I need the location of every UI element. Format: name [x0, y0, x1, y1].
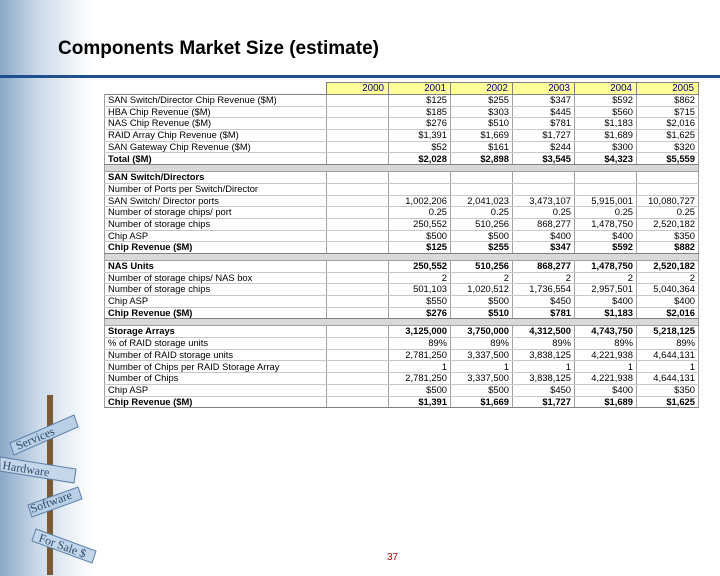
sign-hardware	[0, 457, 76, 483]
table-row	[105, 230, 699, 242]
cell-value: 2,041,023	[451, 195, 513, 207]
cell-value	[575, 183, 637, 195]
cell-value: $1,669	[451, 130, 513, 142]
cell-value: $255	[451, 242, 513, 254]
cell-value: $862	[637, 95, 699, 107]
cell-value	[327, 207, 389, 219]
cell-value: $400	[513, 230, 575, 242]
cell-value	[513, 183, 575, 195]
cell-value: 4,221,938	[575, 373, 637, 385]
table-row	[105, 296, 699, 308]
cell-value: 89%	[575, 338, 637, 350]
cell-value: $185	[389, 106, 451, 118]
cell-value: 4,644,131	[637, 373, 699, 385]
cell-value: 1	[389, 361, 451, 373]
cell-value	[327, 338, 389, 350]
cell-value: $1,183	[575, 307, 637, 319]
cell-value	[327, 349, 389, 361]
cell-value: $500	[451, 230, 513, 242]
sign-hardware-label: Hardware	[1, 458, 51, 480]
table-row	[105, 172, 699, 184]
cell-value: 1,020,512	[451, 284, 513, 296]
cell-value: 510,256	[451, 260, 513, 272]
cell-value: $1,669	[451, 396, 513, 408]
year-header: 2002	[451, 83, 513, 95]
cell-value	[327, 260, 389, 272]
cell-value: 1,736,554	[513, 284, 575, 296]
cell-value: 868,277	[513, 218, 575, 230]
table-row	[105, 307, 699, 319]
cell-value: $882	[637, 242, 699, 254]
cell-value: $2,016	[637, 307, 699, 319]
cell-value: $5,559	[637, 153, 699, 165]
row-label: NAS Chip Revenue ($M)	[105, 118, 327, 130]
row-label: Number of storage chips	[105, 284, 327, 296]
row-label: NAS Units	[105, 260, 327, 272]
cell-value	[327, 284, 389, 296]
row-label: Chip ASP	[105, 384, 327, 396]
cell-value: $781	[513, 118, 575, 130]
cell-value: $450	[513, 384, 575, 396]
cell-value: $500	[389, 230, 451, 242]
cell-value	[327, 95, 389, 107]
cell-value: 4,743,750	[575, 326, 637, 338]
cell-value: 0.25	[451, 207, 513, 219]
cell-value: $347	[513, 242, 575, 254]
table-row	[105, 183, 699, 195]
cell-value	[327, 230, 389, 242]
cell-value: $781	[513, 307, 575, 319]
cell-value: 250,552	[389, 218, 451, 230]
cell-value	[327, 153, 389, 165]
cell-value: $1,625	[637, 396, 699, 408]
cell-value: 3,838,125	[513, 349, 575, 361]
cell-value: $400	[575, 384, 637, 396]
cell-value: 2,781,250	[389, 373, 451, 385]
cell-value: $592	[575, 95, 637, 107]
cell-value: 89%	[637, 338, 699, 350]
cell-value	[327, 326, 389, 338]
cell-value	[327, 272, 389, 284]
row-label: Number of Chips per RAID Storage Array	[105, 361, 327, 373]
cell-value: $2,898	[451, 153, 513, 165]
cell-value: 1	[451, 361, 513, 373]
table-row	[105, 349, 699, 361]
cell-value: $320	[637, 141, 699, 153]
cell-value: 2,781,250	[389, 349, 451, 361]
cell-value: 868,277	[513, 260, 575, 272]
cell-value: $1,183	[575, 118, 637, 130]
nas-section	[105, 260, 699, 318]
cell-value: 2,957,501	[575, 284, 637, 296]
cell-value: $550	[389, 296, 451, 308]
table-row	[105, 153, 699, 165]
title-rule	[0, 75, 720, 78]
cell-value: $1,625	[637, 130, 699, 142]
summary-section	[105, 95, 699, 165]
cell-value: 3,337,500	[451, 373, 513, 385]
table-row	[105, 106, 699, 118]
cell-value: $1,689	[575, 130, 637, 142]
cell-value: $300	[575, 141, 637, 153]
cell-value: $500	[451, 384, 513, 396]
cell-value: 3,473,107	[513, 195, 575, 207]
table-row	[105, 284, 699, 296]
table-row	[105, 118, 699, 130]
sign-services	[10, 415, 78, 455]
table-row	[105, 338, 699, 350]
row-label: RAID Array Chip Revenue ($M)	[105, 130, 327, 142]
cell-value: $350	[637, 384, 699, 396]
cell-value: $510	[451, 307, 513, 319]
row-label: Chip Revenue ($M)	[105, 242, 327, 254]
cell-value	[327, 130, 389, 142]
cell-value: $2,016	[637, 118, 699, 130]
cell-value	[327, 195, 389, 207]
cell-value: 3,838,125	[513, 373, 575, 385]
cell-value: 1,002,206	[389, 195, 451, 207]
cell-value	[327, 242, 389, 254]
cell-value: $347	[513, 95, 575, 107]
table-row	[105, 396, 699, 408]
cell-value: $445	[513, 106, 575, 118]
cell-value: $500	[389, 384, 451, 396]
cell-value: 2,520,182	[637, 218, 699, 230]
cell-value: $2,028	[389, 153, 451, 165]
cell-value	[327, 373, 389, 385]
cell-value: 1,478,750	[575, 260, 637, 272]
cell-value: 0.25	[389, 207, 451, 219]
row-label: % of RAID storage units	[105, 338, 327, 350]
san-section	[105, 172, 699, 254]
cell-value: $1,727	[513, 130, 575, 142]
sign-software	[28, 487, 82, 517]
cell-value: $125	[389, 242, 451, 254]
row-label: Chip ASP	[105, 230, 327, 242]
row-label: Chip Revenue ($M)	[105, 396, 327, 408]
signpost-graphic	[0, 395, 110, 575]
cell-value: $715	[637, 106, 699, 118]
cell-value	[637, 172, 699, 184]
row-label: Number of storage chips/ port	[105, 207, 327, 219]
cell-value: 0.25	[575, 207, 637, 219]
cell-value	[327, 296, 389, 308]
table-row	[105, 207, 699, 219]
cell-value: 2,520,182	[637, 260, 699, 272]
cell-value	[513, 172, 575, 184]
cell-value: 0.25	[637, 207, 699, 219]
cell-value: $400	[575, 230, 637, 242]
sign-for-sale	[32, 529, 96, 563]
row-label: SAN Switch/Directors	[105, 172, 327, 184]
year-header: 2005	[637, 83, 699, 95]
year-header: 2000	[327, 83, 389, 95]
cell-value: 501,103	[389, 284, 451, 296]
cell-value: $510	[451, 118, 513, 130]
cell-value	[451, 172, 513, 184]
row-label: Number of storage chips/ NAS box	[105, 272, 327, 284]
row-label: SAN Switch/Director Chip Revenue ($M)	[105, 95, 327, 107]
table-row	[105, 373, 699, 385]
table-row	[105, 195, 699, 207]
table-row	[105, 361, 699, 373]
sign-software-label: Software	[28, 487, 74, 516]
cell-value: $1,391	[389, 396, 451, 408]
cell-value: 89%	[513, 338, 575, 350]
header-blank	[105, 83, 327, 95]
row-label: Number of Ports per Switch/Director	[105, 183, 327, 195]
row-label: Number of RAID storage units	[105, 349, 327, 361]
page-number: 37	[387, 552, 399, 563]
table-row	[105, 95, 699, 107]
cell-value	[327, 218, 389, 230]
cell-value: $52	[389, 141, 451, 153]
cell-value: $276	[389, 118, 451, 130]
cell-value	[327, 307, 389, 319]
cell-value: 4,221,938	[575, 349, 637, 361]
cell-value	[327, 396, 389, 408]
cell-value	[327, 183, 389, 195]
cell-value: 4,312,500	[513, 326, 575, 338]
cell-value	[327, 361, 389, 373]
cell-value: 1	[575, 361, 637, 373]
row-label: Number of Chips	[105, 373, 327, 385]
cell-value: $1,727	[513, 396, 575, 408]
cell-value: 2	[451, 272, 513, 284]
cell-value: $255	[451, 95, 513, 107]
cell-value	[327, 118, 389, 130]
cell-value	[575, 172, 637, 184]
cell-value: 510,256	[451, 218, 513, 230]
cell-value: $125	[389, 95, 451, 107]
table-row	[105, 218, 699, 230]
cell-value: 3,337,500	[451, 349, 513, 361]
cell-value	[389, 172, 451, 184]
table-row	[105, 384, 699, 396]
cell-value: 3,750,000	[451, 326, 513, 338]
cell-value: 89%	[389, 338, 451, 350]
row-label: Number of storage chips	[105, 218, 327, 230]
cell-value: 2	[637, 272, 699, 284]
table-row	[105, 242, 699, 254]
cell-value: 2	[513, 272, 575, 284]
cell-value: $592	[575, 242, 637, 254]
cell-value: 2	[389, 272, 451, 284]
cell-value: $1,391	[389, 130, 451, 142]
cell-value: $276	[389, 307, 451, 319]
cell-value: $3,545	[513, 153, 575, 165]
cell-value	[451, 183, 513, 195]
cell-value: 5,218,125	[637, 326, 699, 338]
cell-value: 2	[575, 272, 637, 284]
cell-value: 89%	[451, 338, 513, 350]
sign-services-label: Services	[13, 423, 57, 453]
row-label: Chip ASP	[105, 296, 327, 308]
sign-for-sale-label: For Sale $	[36, 530, 89, 561]
year-header: 2001	[389, 83, 451, 95]
cell-value: $560	[575, 106, 637, 118]
row-label: Storage Arrays	[105, 326, 327, 338]
cell-value: 1	[637, 361, 699, 373]
cell-value	[327, 141, 389, 153]
row-label: HBA Chip Revenue ($M)	[105, 106, 327, 118]
row-label: SAN Switch/ Director ports	[105, 195, 327, 207]
cell-value: 250,552	[389, 260, 451, 272]
cell-value: $4,323	[575, 153, 637, 165]
cell-value: $400	[637, 296, 699, 308]
year-header-row	[105, 83, 699, 95]
year-header: 2004	[575, 83, 637, 95]
page-title: Components Market Size (estimate)	[58, 38, 379, 59]
cell-value	[327, 172, 389, 184]
cell-value: 0.25	[513, 207, 575, 219]
cell-value: $350	[637, 230, 699, 242]
cell-value: 1,478,750	[575, 218, 637, 230]
cell-value: $500	[451, 296, 513, 308]
table-row	[105, 141, 699, 153]
cell-value: $450	[513, 296, 575, 308]
cell-value	[327, 384, 389, 396]
table-row	[105, 260, 699, 272]
cell-value: 10,080,727	[637, 195, 699, 207]
cell-value: $161	[451, 141, 513, 153]
table-row	[105, 130, 699, 142]
cell-value: 4,644,131	[637, 349, 699, 361]
cell-value: $303	[451, 106, 513, 118]
row-label: SAN Gateway Chip Revenue ($M)	[105, 141, 327, 153]
cell-value: $244	[513, 141, 575, 153]
cell-value: $1,689	[575, 396, 637, 408]
row-label: Total ($M)	[105, 153, 327, 165]
table-row	[105, 272, 699, 284]
cell-value: 5,915,001	[575, 195, 637, 207]
cell-value: $400	[575, 296, 637, 308]
cell-value: 3,125,000	[389, 326, 451, 338]
row-label: Chip Revenue ($M)	[105, 307, 327, 319]
market-size-table	[104, 82, 698, 408]
cell-value	[327, 106, 389, 118]
raid-section	[105, 326, 699, 408]
table-row	[105, 326, 699, 338]
cell-value	[637, 183, 699, 195]
cell-value: 1	[513, 361, 575, 373]
cell-value: 5,040,364	[637, 284, 699, 296]
year-header: 2003	[513, 83, 575, 95]
cell-value	[389, 183, 451, 195]
